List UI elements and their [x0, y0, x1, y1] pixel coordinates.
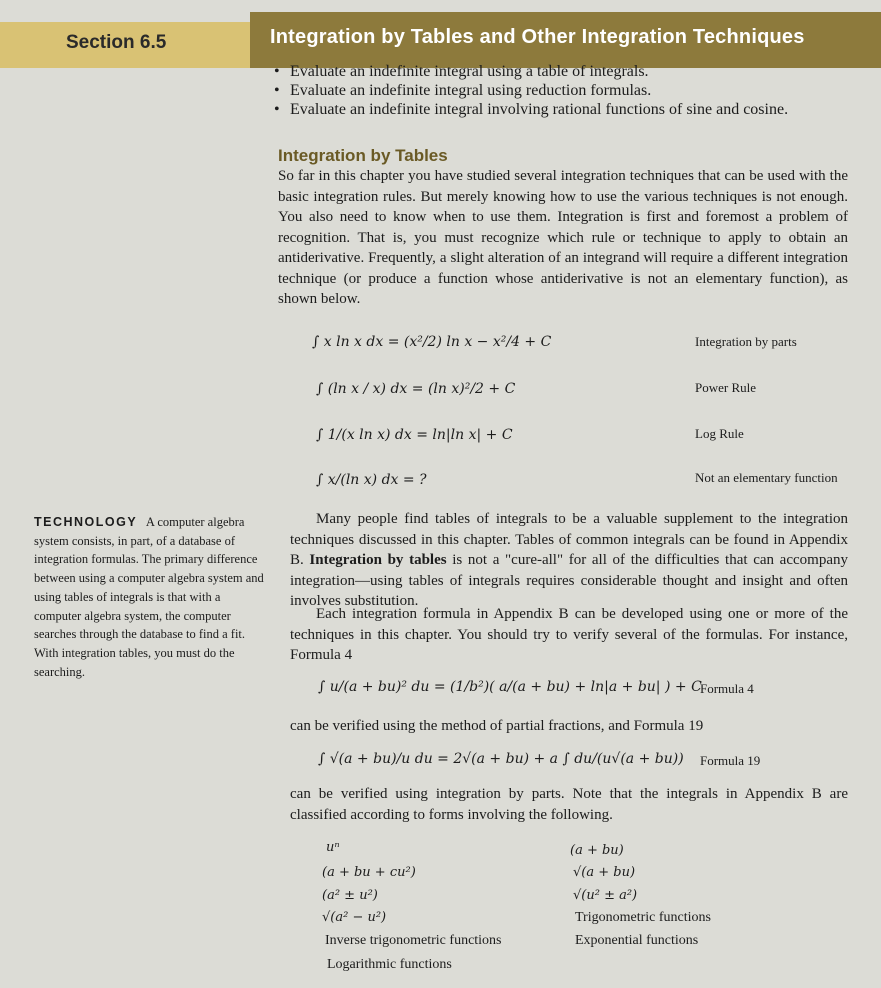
example-equation: ∫ x/(ln x) dx = ? [316, 472, 427, 488]
example-label: Integration by parts [695, 334, 797, 349]
technology-heading: TECHNOLOGY [34, 515, 138, 529]
objective-item: • Evaluate an indefinite integral using a table of integrals. [270, 62, 860, 81]
example-label: Not an elementary function [695, 470, 838, 485]
example-equation: ∫ x ln x dx = (x²/2) ln x − x²/4 + C [312, 334, 552, 350]
appendix-paragraph: Each integration formula in Appendix B can be developed using one or more of the techniques in this chapter. You should try to verify several of the formulas. For instance, Formula 4 [290, 606, 848, 663]
section-number: Section 6.5 [66, 32, 167, 53]
tables-paragraph [290, 509, 848, 612]
section-title: Integration by Tables and Other Integration Techniques [270, 26, 805, 48]
form-entry: (a² ± u²) [322, 888, 378, 903]
formula-19-label: Formula 19 [700, 753, 761, 768]
objective-item: • Evaluate an indefinite integral using reduction formulas. [270, 81, 860, 100]
example-equation: ∫ (ln x / x) dx = (ln x)²/2 + C [316, 381, 516, 397]
formula-4-label: Formula 4 [700, 681, 754, 696]
formula-19-equation: ∫ √(a + bu)/u du = 2√(a + bu) + a ∫ du/(u√(a + bu)) [318, 751, 684, 767]
form-entry: √(a + bu) [573, 865, 636, 880]
form-entry: uⁿ [326, 840, 340, 855]
example-label: Log Rule [695, 426, 744, 441]
intro-paragraph: So far in this chapter you have studied several integration techniques that can be used with the basic integration rules. But merely knowing how to use the various techniques is not enough. You also need to know when to use them. Integration is first and foremost a problem of recognition. That is, you must recognize which rule or technique to apply to obtain an antiderivative. Frequently, a slight alteration of an integrand will require a different integration technique (or produce a function whose antiderivative is not an elementary function), as shown below. [278, 168, 848, 307]
form-entry: Logarithmic functions [327, 957, 452, 972]
objective-item: • Evaluate an indefinite integral involving rational functions of sine and cosine. [270, 100, 860, 119]
example-label: Power Rule [695, 380, 757, 395]
form-entry: √(u² ± a²) [573, 888, 638, 903]
technology-note [34, 513, 266, 681]
form-entry: (a + bu) [570, 843, 624, 858]
form-entry: √(a² − u²) [322, 910, 387, 925]
technology-text: A computer algebra system consists, in part, of a database of integration formulas. The primary difference between using a computer algebra system and using tables of integrals is that with a computer algebra system, the computer searches through the database to find a fit. With integration tables, you must do the searching. [34, 515, 264, 679]
form-entry: Exponential functions [575, 933, 699, 948]
form-entry: Trigonometric functions [575, 910, 711, 925]
objectives-list [270, 62, 860, 119]
tables-paragraph-text: Many people find tables of integrals to be a valuable supplement to the integration techniques discussed in this chapter. Tables of common integrals can be found in Appendix B. Integration by tables is not a "cure-all" for all of the difficulties that can accompany integration—using tables of integrals requires considerable thought and insight and often involves substitution. [290, 511, 848, 609]
form-entry: (a + bu + cu²) [322, 865, 416, 880]
formula-4-equation: ∫ u/(a + bu)² du = (1/b²)( a/(a + bu) + ln|a + bu| ) + C [318, 679, 702, 695]
form-entry: Inverse trigonometric functions [325, 933, 502, 948]
partial-fractions-paragraph: can be verified using the method of partial fractions, and Formula 19 [290, 718, 704, 734]
example-equation: ∫ 1/(x ln x) dx = ln|ln x| + C [316, 427, 513, 443]
subsection-heading: Integration by Tables [278, 146, 448, 165]
classification-paragraph: can be verified using integration by parts. Note that the integrals in Appendix B are classified according to forms involving the following. [290, 786, 848, 823]
bold-term: Integration by tables [309, 552, 447, 568]
